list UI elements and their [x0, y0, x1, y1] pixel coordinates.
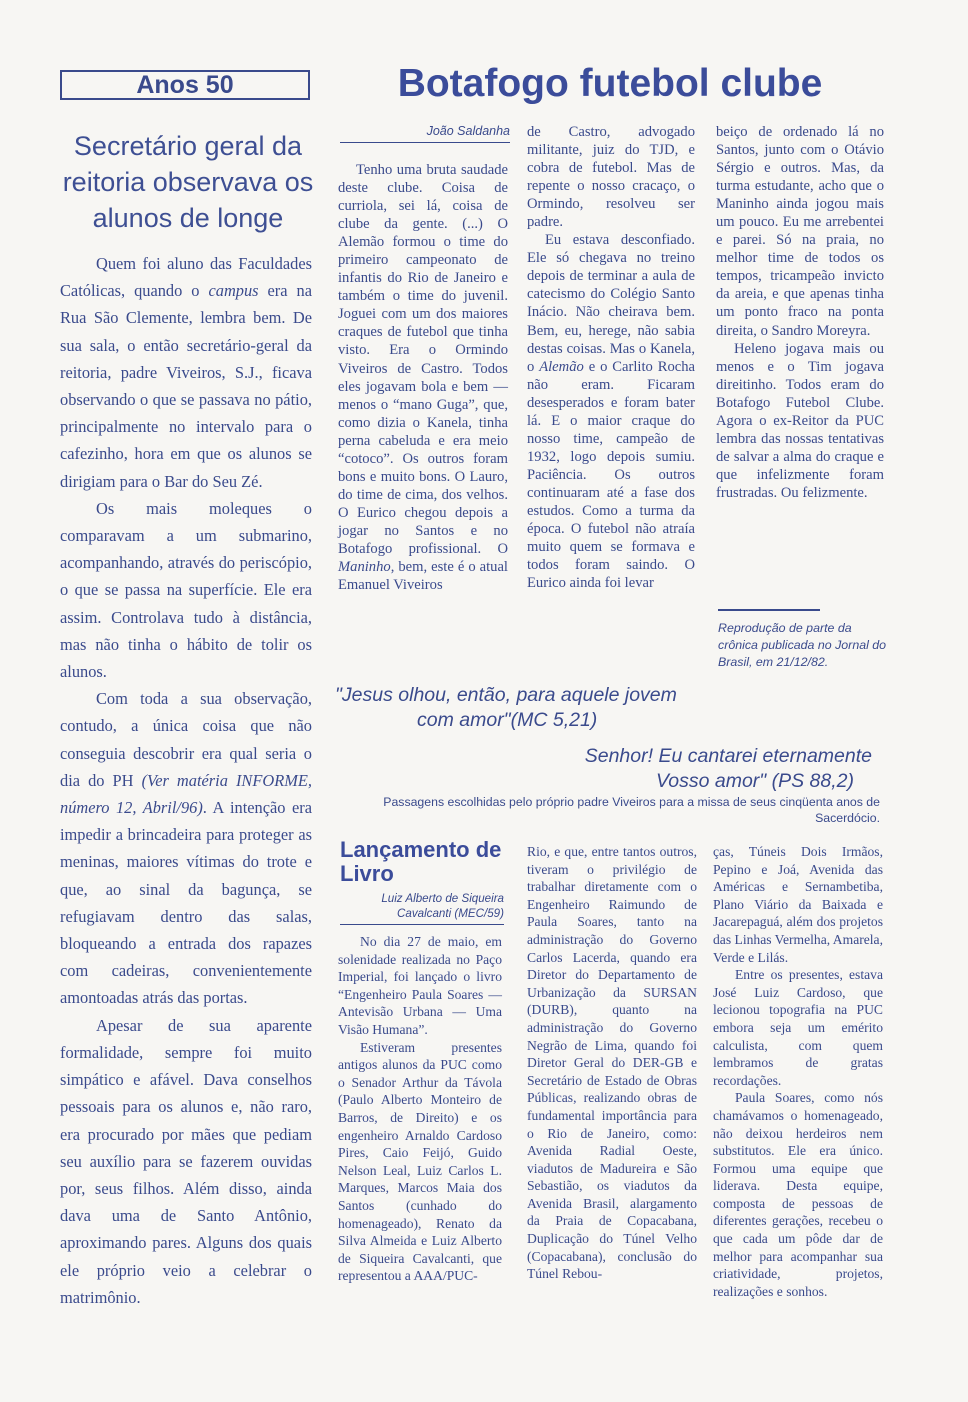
botafogo-column-1 — [338, 161, 508, 594]
text-run: Eu estava desconfiado. Ele só chegava no treino depois de terminar a aula de catecismo do Colégio Santo Inácio. Não cheirava bem. Bem, eu, herege, não sabia destas coisas. Mas o Kanela, o — [527, 232, 695, 375]
lancamento-column-2 — [527, 843, 697, 1283]
paragraph — [527, 231, 695, 592]
text-run: Tenho uma bruta saudade deste clube. Coisa de curriola, sei lá, coisa de clube da gente. (...) O Alemão formou o time do primeiro campeonato de infantis do Rio de Janeiro e também o time do juvenil. Joguei com um dos maiores craques de futebol que tinha visto. Era o Ormindo Viveiros de Castro. Todos eles jogavam bola e bem — menos o “mano Guga”, que, como dizia o Kanela, tinha perna cabeluda e era meio “cotoco”. Os outros foram bons e muito bons. O Lauro, do time de cima, dos velhos. O Eurico chegou depois a jogar no Santos e no Botafogo profissional. O — [338, 162, 508, 557]
lancamento-title: Lançamento de Livro — [340, 837, 502, 886]
left-article-title: Secretário geral da reitoria observava os alunos de longe — [62, 131, 314, 233]
italic-run: Alemão — [539, 358, 584, 375]
paragraph: Entre os presentes, estava José Luiz Cardoso, que lecionou topografia na PUC embora seja um emérito calculista, com quem lembramos de gratas recordações. — [713, 967, 883, 1088]
section-label: Anos 50 — [136, 71, 234, 99]
quote-line: Vosso amor" (PS 88,2) — [655, 770, 854, 792]
paragraph: No dia 27 de maio, em solenidade realizada no Paço Imperial, foi lançado o livro “Engenheiro Paula Soares — Antevisão Urbana — Uma Visão Humana”. — [338, 934, 502, 1037]
botafogo-column-2 — [527, 123, 695, 592]
paragraph — [338, 161, 508, 594]
botafogo-column-3 — [716, 123, 884, 502]
lancamento-column-3 — [713, 843, 883, 1300]
text-run: e o Carlito Rocha não eram. Ficaram desesperados e foram bater lá. E o maior craque do nosso time, campeão de 1932, logo depois sumiu. Paciência. Os outros continuaram até a fase dos estudos. Como a turma da época. O futebol não atraía muito quem se formava e todos foram saindo. O Eurico ainda foi levar — [527, 358, 695, 592]
paragraph: de Castro, advogado militante, juiz do TJD, e cobra de futebol. Mas de repente o nosso cracaço, o Ormindo, resolveu ser padre. — [527, 124, 695, 231]
text-run: Quem foi aluno das Faculdades Católicas, quando o — [60, 254, 312, 301]
paragraph: beiço de ordenado lá no Santos, junto com o Otávio Sérgio e outros. Mas, da turma estudante, acho que o Maninho ainda jogou mais um pouco. Eu me arrebentei e parei. Só na praia, no melhor time de todos os tempos, tricampeão invicto da areia, e que apenas tinha um ponto fraco na ponta direita, o Sandro Moreyra. — [716, 124, 884, 339]
quote-line: "Jesus olhou, então, para aquele jovem — [335, 684, 677, 706]
divider-rule — [718, 609, 820, 611]
paragraph: Heleno jogava mais ou menos e o Tim jogava direitinho. Todos eram do Botafogo Futebol Clube. Agora o ex-Reitor da PUC lembra das nossas tentativas de salvar a alma do craque e que infelizmente foram frustradas. Ou felizmente. — [716, 340, 884, 501]
botafogo-title: Botafogo futebol clube — [397, 62, 823, 105]
paragraph: Paula Soares, como nós chamávamos o homenageado, não deixou herdeiros nem substitutos. Ele era único. Formou uma equipe que liderava. Desta equipe, composta de pessoas de diferentes gerações, recebeu o que cada um pôde dar de melhor para acompanhar sua criatividade, projetos, realizações e sonhos. — [713, 1090, 883, 1299]
lancamento-byline: Luiz Alberto de Siqueira Cavalcanti (MEC/59) — [340, 891, 504, 925]
left-paragraph — [60, 250, 312, 495]
text-run: era na Rua São Clemente, lembra bem. De sua sala, o então secretário-geral da reitoria, padre Viveiros, S.J., ficava observando o que se passava no pátio, principalmente no intervalo para o cafezinho, hora em que os alunos se dirigiam para o Bar do Seu Zé. — [60, 281, 312, 491]
text-run: . A intenção era impedir a brincadeira para proteger as meninas, maiores vítimas do trote e que, ao sinal da bagunça, se refugiavam dentro das salas, bloqueando a entrada dos rapazes com cadeiras, convenientemente amontoadas atrás das portas. — [60, 798, 312, 1008]
section-label-box — [60, 70, 310, 100]
lancamento-column-1 — [338, 933, 502, 1285]
italic-reference: (Ver matéria INFORME, número 12, Abril/96) — [60, 770, 312, 818]
text-run: , bem, este é o atual Emanuel Viveiros — [338, 559, 508, 594]
bible-quote-1 — [335, 683, 715, 733]
paragraph: ças, Túneis Dois Irmãos, Pepino e Joá, Avenida das Américas e Sernambetiba, Plano Viário da Baixada e Jacarepaguá, além dos projetos das Linhas Vermelha, Amarela, Verde e Lilás. — [713, 844, 883, 965]
bible-quote-2 — [520, 744, 872, 794]
source-note: Reprodução de parte da crônica publicada no Jornal do Brasil, em 21/12/82. — [718, 621, 887, 669]
paragraph: Estiveram presentes antigos alunos da PUC como o Senador Arthur da Távola (Paulo Alberto Monteiro de Barros, de Direito) e os engenheiro Arnaldo Cardoso Pires, Caio Feijó, Guido Nelson Leal, Luiz Carlos L. Marques, Marcos Maia dos Santos (cunhado do homenageado), Renato da Silva Almeida e Luiz Alberto de Siqueira Cavalcanti, que representou a AAA/PUC- — [338, 1039, 502, 1284]
left-paragraph: Apesar de sua aparente formalidade, sempre foi muito simpático e afável. Dava conselhos pessoais para os alunos e, não raro, era procurado por mães que pediam seu auxílio para se fazerem ouvidas por, seus filhos. Além disso, ainda dava uma de Santo Antônio, aproximando pares. Alguns dos quais ele próprio veio a celebrar o matrimônio. — [60, 1015, 312, 1307]
italic-run: Maninho — [338, 559, 391, 576]
quote-line: com amor"(MC 5,21) — [417, 709, 598, 731]
left-article-body — [60, 250, 312, 1311]
paragraph: Rio, e que, entre tantos outros, tiveram o privilégio de trabalhar diretamente com o Engenheiro Raimundo de Paula Soares, tanto na administração do Governo Carlos Lacerda, quando era Diretor do Departamento de Urbanização da SURSAN (DURB), quanto na administração do Governo Negrão de Lima, quando foi Diretor Geral do DER-GB e Secretário de Estado de Obras Públicas, realizando obras de fundamental importância para o Rio de Janeiro, como: Avenida Radial Oeste, viadutos de Madureira e São Sebastião, os viadutos da Avenida Brasil, alargamento da Praia de Copacabana, Duplicação do Túnel Velho (Copacabana), conclusão do Túnel Rebou- — [527, 844, 697, 1282]
italic-run: campus — [208, 281, 259, 301]
text-run: Com toda a sua observação, contudo, a única coisa que não conseguia descobrir era qual seria o dia do PH — [60, 689, 312, 790]
botafogo-byline: João Saldanha — [340, 124, 510, 143]
left-paragraph: Os mais moleques o comparavam a um submarino, acompanhando, através do periscópio, o que se passa na superfície. Ele era assim. Controlava tudo à distância, mas não tinha o hábito de tolir os alunos. — [60, 498, 312, 682]
quote-caption: Passagens escolhidas pelo próprio padre Viveiros para a missa de seus cinqüenta anos de Sacerdócio. — [383, 795, 880, 825]
left-paragraph — [60, 685, 312, 1011]
quote-line: Senhor! Eu cantarei eternamente — [584, 745, 872, 767]
